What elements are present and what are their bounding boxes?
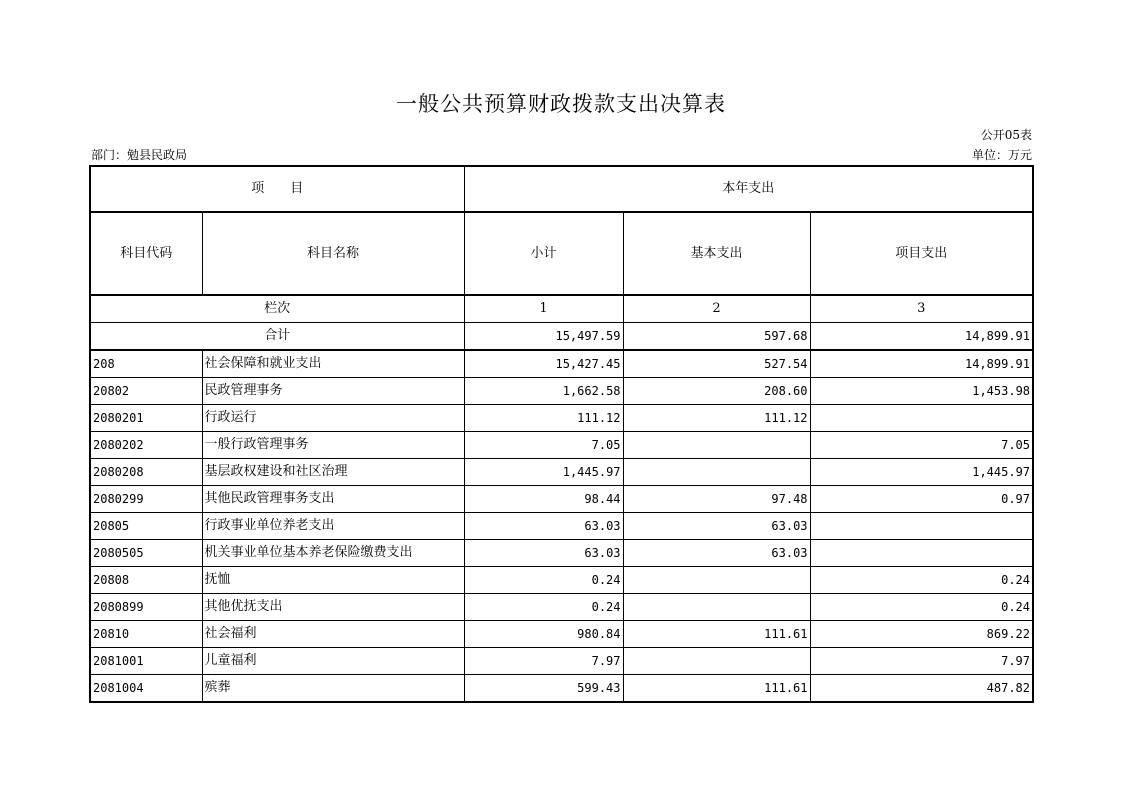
row-name: 民政管理事务	[202, 378, 464, 405]
expenditure-table	[89, 165, 1034, 703]
row-name: 抚恤	[202, 567, 464, 594]
row-basic	[623, 459, 810, 486]
total-label: 合计	[90, 323, 464, 351]
header-project: 项目支出	[810, 212, 1033, 295]
header-current-year: 本年支出	[464, 166, 1033, 212]
sequence-col-1: 1	[464, 295, 623, 323]
row-basic: 111.12	[623, 405, 810, 432]
table-row	[90, 486, 1033, 513]
header-name: 科目名称	[202, 212, 464, 295]
row-name: 儿童福利	[202, 648, 464, 675]
header-item: 项 目	[90, 166, 464, 212]
table-row	[90, 432, 1033, 459]
row-code: 2080208	[90, 459, 202, 486]
row-subtotal: 63.03	[464, 540, 623, 567]
row-project: 0.24	[810, 594, 1033, 621]
row-name: 行政运行	[202, 405, 464, 432]
row-basic	[623, 432, 810, 459]
header-code: 科目代码	[90, 212, 202, 295]
row-project	[810, 540, 1033, 567]
table-row	[90, 648, 1033, 675]
row-subtotal: 0.24	[464, 567, 623, 594]
row-basic: 63.03	[623, 513, 810, 540]
sequence-row	[90, 295, 1033, 323]
row-code: 20808	[90, 567, 202, 594]
row-subtotal: 63.03	[464, 513, 623, 540]
row-basic: 111.61	[623, 675, 810, 703]
row-project: 14,899.91	[810, 350, 1033, 378]
row-name: 社会福利	[202, 621, 464, 648]
row-code: 20810	[90, 621, 202, 648]
table-row	[90, 378, 1033, 405]
table-row	[90, 405, 1033, 432]
row-subtotal: 7.05	[464, 432, 623, 459]
row-project: 869.22	[810, 621, 1033, 648]
row-name: 机关事业单位基本养老保险缴费支出	[202, 540, 464, 567]
unit-label: 单位：万元	[971, 148, 1032, 162]
row-name: 一般行政管理事务	[202, 432, 464, 459]
header-basic: 基本支出	[623, 212, 810, 295]
total-subtotal: 15,497.59	[464, 323, 623, 351]
sequence-col-3: 3	[810, 295, 1033, 323]
total-project: 14,899.91	[810, 323, 1033, 351]
row-name: 其他民政管理事务支出	[202, 486, 464, 513]
form-number: 公开05表	[980, 128, 1032, 142]
row-subtotal: 111.12	[464, 405, 623, 432]
total-row	[90, 323, 1033, 351]
row-subtotal: 599.43	[464, 675, 623, 703]
row-basic: 527.54	[623, 350, 810, 378]
row-name: 社会保障和就业支出	[202, 350, 464, 378]
row-project: 0.24	[810, 567, 1033, 594]
row-basic: 63.03	[623, 540, 810, 567]
row-basic: 208.60	[623, 378, 810, 405]
table-row	[90, 567, 1033, 594]
department-label: 部门：勉县民政局	[91, 148, 188, 162]
table-row	[90, 540, 1033, 567]
sequence-label: 栏次	[90, 295, 464, 323]
row-name: 殡葬	[202, 675, 464, 703]
table-row	[90, 675, 1033, 703]
row-code: 2080202	[90, 432, 202, 459]
row-subtotal: 980.84	[464, 621, 623, 648]
row-name: 行政事业单位养老支出	[202, 513, 464, 540]
row-code: 2080899	[90, 594, 202, 621]
row-subtotal: 98.44	[464, 486, 623, 513]
row-code: 2081004	[90, 675, 202, 703]
row-subtotal: 1,662.58	[464, 378, 623, 405]
row-subtotal: 7.97	[464, 648, 623, 675]
row-project: 487.82	[810, 675, 1033, 703]
row-basic: 97.48	[623, 486, 810, 513]
row-code: 208	[90, 350, 202, 378]
row-project: 1,445.97	[810, 459, 1033, 486]
row-code: 2080505	[90, 540, 202, 567]
table-row	[90, 513, 1033, 540]
table-row	[90, 621, 1033, 648]
row-code: 20802	[90, 378, 202, 405]
table-row	[90, 459, 1033, 486]
table-row	[90, 594, 1033, 621]
header-subtotal: 小计	[464, 212, 623, 295]
row-code: 2081001	[90, 648, 202, 675]
row-code: 2080299	[90, 486, 202, 513]
row-code: 2080201	[90, 405, 202, 432]
row-project: 7.05	[810, 432, 1033, 459]
row-basic: 111.61	[623, 621, 810, 648]
row-name: 其他优抚支出	[202, 594, 464, 621]
row-subtotal: 0.24	[464, 594, 623, 621]
row-name: 基层政权建设和社区治理	[202, 459, 464, 486]
page-title: 一般公共预算财政拨款支出决算表	[396, 92, 726, 116]
row-project: 1,453.98	[810, 378, 1033, 405]
row-project	[810, 513, 1033, 540]
row-basic	[623, 648, 810, 675]
row-subtotal: 1,445.97	[464, 459, 623, 486]
row-basic	[623, 567, 810, 594]
row-subtotal: 15,427.45	[464, 350, 623, 378]
row-project: 0.97	[810, 486, 1033, 513]
table-row	[90, 350, 1033, 378]
row-project: 7.97	[810, 648, 1033, 675]
row-project	[810, 405, 1033, 432]
sequence-col-2: 2	[623, 295, 810, 323]
total-basic: 597.68	[623, 323, 810, 351]
row-basic	[623, 594, 810, 621]
row-code: 20805	[90, 513, 202, 540]
